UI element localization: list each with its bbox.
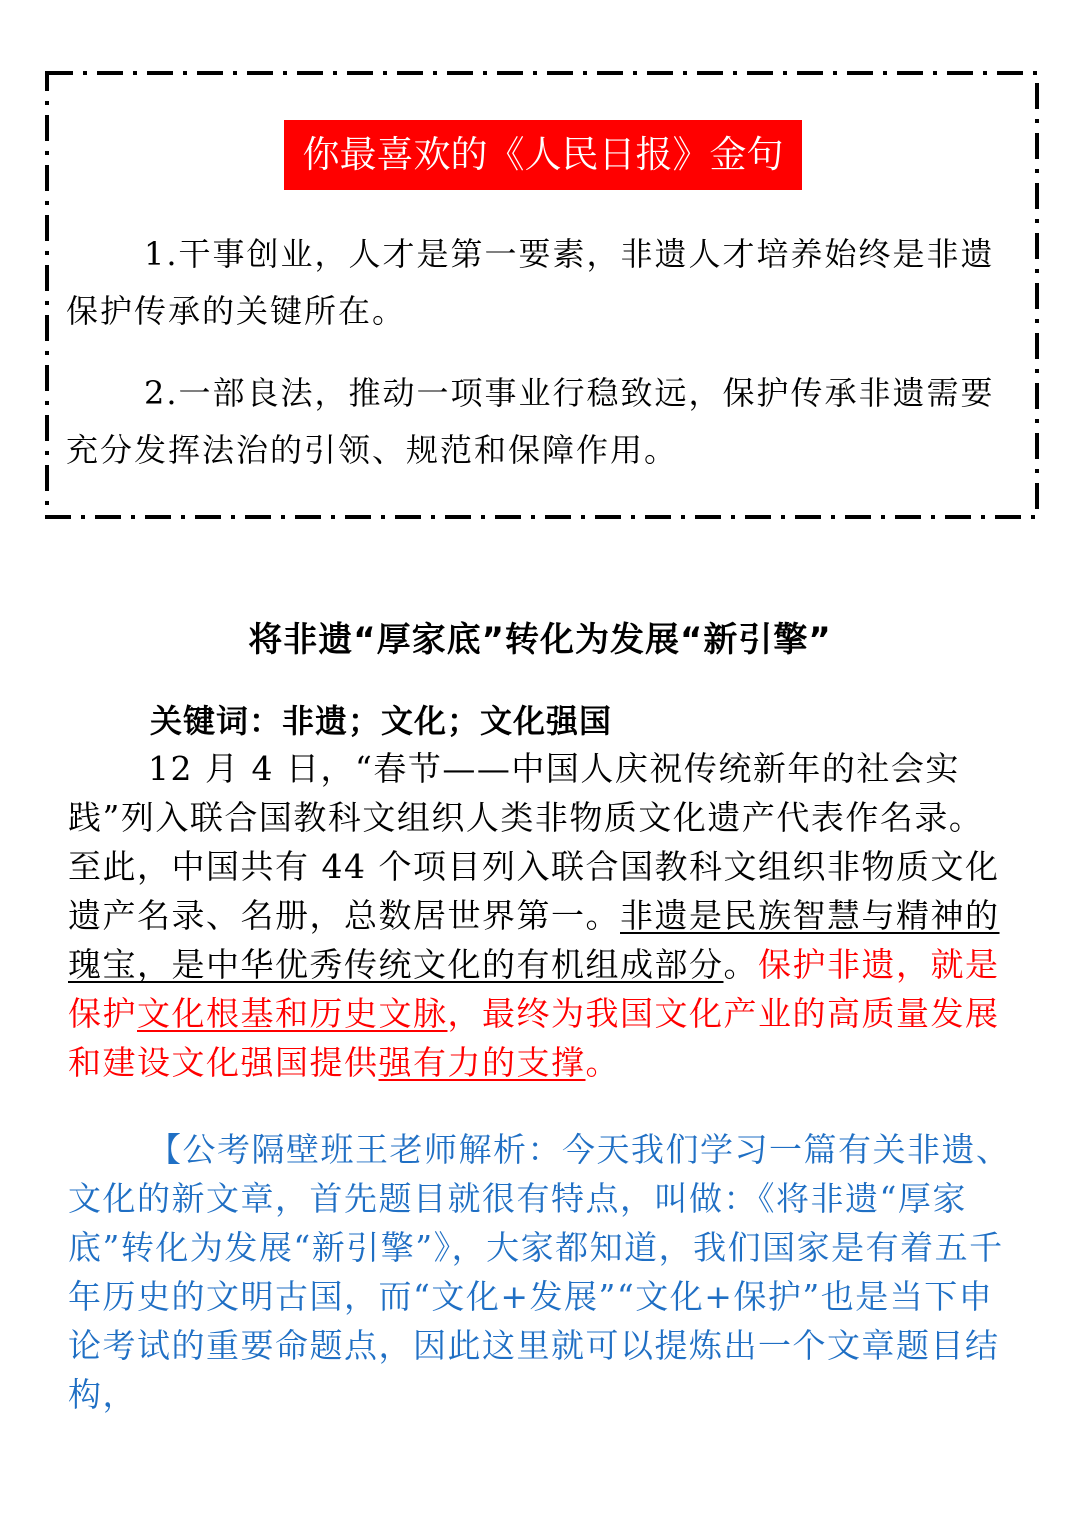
paragraph-1-red-end: 。 <box>585 1043 620 1082</box>
quote-box-title: 你最喜欢的《人民日报》金句 <box>284 120 802 190</box>
paragraph-1-intro: 12 月 4 日，“春节——中国人庆祝传统新年的社会实践”列入联合国教科文组织人类非物质文化遗产代表作名录。至此，中国共有 44 个项目列入联合国教科文组织非物质文化遗产名录、名册，总数居世界第一。 <box>68 749 1000 935</box>
analysis-paragraph <box>68 1125 1014 1419</box>
paragraph-1-red-underline-2: 强有力的支撑 <box>378 1043 586 1082</box>
paragraph-1-period: 。 <box>723 945 758 984</box>
quote-2-text: 2.一部良法，推动一项事业行稳致远，保护传承非遗需要充分发挥法治的引领、规范和保障作用。 <box>66 374 995 469</box>
paragraph-1-red-b: ，最终为我国文化产业的高质量发展和建设文化强国提供 <box>68 994 1000 1082</box>
paragraph-1-underlined: 非遗是民族智慧与精神的瑰宝，是中华优秀传统文化的有机组成部分 <box>68 896 1000 984</box>
article-headline: 将非遗“厚家底”转化为发展“新引擎” <box>248 620 832 660</box>
quote-2 <box>66 365 1011 479</box>
paragraph-1-red-underline-1: 文化根基和历史文脉 <box>137 994 448 1033</box>
paragraph-1-red-a: 保护非遗，就是保护 <box>68 945 1000 1033</box>
quote-box <box>44 70 1040 520</box>
article-keywords: 关键词：非遗；文化；文化强国 <box>150 702 613 740</box>
analysis-text: 【公考隔壁班王老师解析：今天我们学习一篇有关非遗、文化的新文章，首先题目就很有特点，叫做：《将非遗“厚家底”转化为发展“新引擎”》，大家都知道，我们国家是有着五千年历史的文明古国，而“文化+发展”“文化+保护”也是当下申论考试的重要命题点，因此这里就可以提炼出一个文章题目结构， <box>68 1130 1011 1414</box>
quote-1 <box>66 226 1011 340</box>
article-paragraph-1 <box>68 744 1014 1087</box>
quote-1-text: 1.干事创业，人才是第一要素，非遗人才培养始终是非遗保护传承的关键所在。 <box>66 235 995 330</box>
